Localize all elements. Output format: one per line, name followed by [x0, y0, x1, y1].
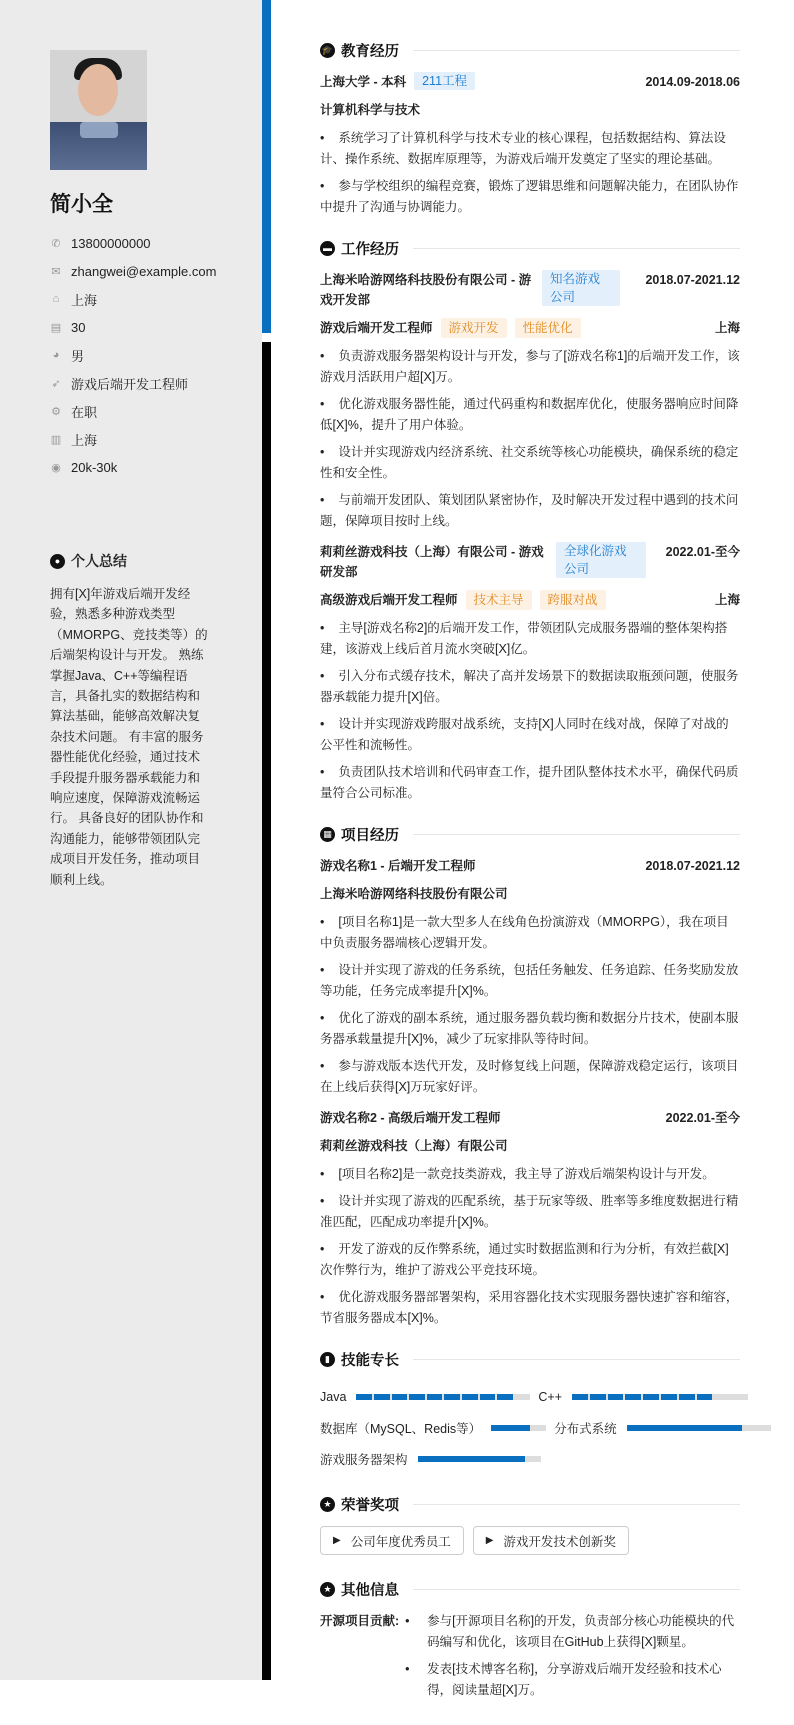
- section-title: 荣誉奖项: [341, 1497, 399, 1514]
- honors-section: [320, 1492, 740, 1555]
- company-tag: 全球化游戏公司: [556, 542, 646, 578]
- project-name: 游戏名称1 - 后端开发工程师: [320, 859, 476, 873]
- skill-game-server: [320, 1450, 541, 1468]
- role-tag: 技术主导: [466, 590, 532, 610]
- skill-bar-fill: [418, 1456, 525, 1462]
- section-title: 教育经历: [341, 43, 399, 60]
- section-title: 工作经历: [341, 241, 399, 258]
- section-title: 项目经历: [341, 827, 399, 844]
- role-tag: 游戏开发: [441, 318, 507, 338]
- contact-city: [50, 425, 216, 453]
- bullet-item: • 设计并实现游戏跨服对战系统，支持[X]人同时在线对战，保障了对战的公平性和流畅性。: [320, 714, 740, 756]
- bullet-item: • 主导[游戏名称2]的后端开发工作，带领团队完成服务器端的整体架构搭建，该游戏上线后首月流水突破[X]亿。: [320, 618, 740, 660]
- skill-bar-segment: [643, 1394, 659, 1400]
- skill-bar-segment: [444, 1394, 460, 1400]
- award-icon: ★: [320, 1497, 335, 1512]
- project-date: 2018.07-2021.12: [645, 859, 740, 873]
- bullet-item: • 参与学校组织的编程竞赛，锻炼了逻辑思维和问题解决能力，在团队协作中提升了沟通与协调能力。: [320, 176, 740, 218]
- skill-bar-fill: [627, 1425, 742, 1431]
- skill-bar-segment: [661, 1394, 677, 1400]
- skill-row: [320, 1443, 740, 1474]
- open-source-row: [320, 1611, 740, 1707]
- contact-value: 男: [71, 348, 85, 364]
- bullet-item: • 引入分布式缓存技术，解决了高并发场景下的数据读取瓶颈问题，使服务器承载能力提升[X]倍。: [320, 666, 740, 708]
- project-header: [320, 1108, 740, 1128]
- project-company: 莉莉丝游戏科技（上海）有限公司: [320, 1139, 508, 1153]
- role-row: [320, 318, 740, 338]
- bullet-item: • 参与游戏版本迭代开发，及时修复线上问题，保障游戏稳定运行，该项目在上线后获得[X]万玩家好评。: [320, 1056, 740, 1098]
- school-name: 上海大学 - 本科: [320, 75, 407, 89]
- send-icon: ➶: [51, 377, 61, 390]
- company-name: 上海米哈游网络科技股份有限公司 - 游戏开发部: [320, 273, 532, 307]
- section-header: [320, 1492, 740, 1516]
- skill-bar-segment: [462, 1394, 478, 1400]
- section-header: [320, 38, 740, 62]
- section-header: [320, 1347, 740, 1371]
- company-tag: 知名游戏公司: [542, 270, 620, 306]
- skill-row: [320, 1412, 740, 1443]
- section-header: [320, 1577, 740, 1601]
- project-date: 2022.01-至今: [665, 1111, 740, 1125]
- major: 计算机科学与技术: [320, 103, 421, 117]
- education-bullets: [320, 128, 740, 218]
- project-header: [320, 856, 740, 876]
- skill-bar: [491, 1425, 546, 1431]
- project-entry: [320, 1108, 740, 1329]
- project-bullets: [320, 1164, 740, 1329]
- bullet-item: • 设计并实现了游戏的任务系统，包括任务触发、任务追踪、任务奖励发放等功能，任务完成率提升[X]%。: [320, 960, 740, 1002]
- accent-stripe: [262, 0, 271, 333]
- job-date: 2018.07-2021.12: [645, 273, 740, 287]
- other-label: 开源项目贡献:: [320, 1614, 400, 1628]
- other-bullets: [405, 1611, 740, 1707]
- skill-bar-segment: [356, 1394, 372, 1400]
- skill-bar-segment: [679, 1394, 695, 1400]
- skill-bar-segment: [480, 1394, 496, 1400]
- bullet-item: • 负责游戏服务器架构设计与开发，参与了[游戏名称1]的后端开发工作，该游戏月活跃用户超[X]万。: [320, 346, 740, 388]
- skill-bar-segment: [409, 1394, 425, 1400]
- cake-icon: ▤: [50, 321, 62, 334]
- bullet-item: • 发表[技术博客名称]，分享游戏后端开发经验和技术心得，阅读量超[X]万。: [405, 1659, 740, 1701]
- skill-row: [320, 1381, 740, 1412]
- bullet-item: • 与前端开发团队、策划团队紧密协作，及时解决开发过程中遇到的技术问题，保障项目按时上线。: [320, 490, 740, 532]
- skill-cpp: [538, 1390, 748, 1404]
- gender-icon: ◕: [52, 349, 60, 361]
- contact-value: zhangwei@example.com: [71, 263, 217, 279]
- bullet-item: • 设计并实现了游戏的匹配系统，基于玩家等级、胜率等多维度数据进行精准匹配，匹配成功率提升[X]%。: [320, 1191, 740, 1233]
- project-entry: [320, 856, 740, 1098]
- bullet-item: • 开发了游戏的反作弊系统，通过实时数据监测和行为分析，有效拦截[X]次作弊行为，维护了游戏公平竞技环境。: [320, 1239, 740, 1281]
- section-title: 其他信息: [341, 1582, 399, 1599]
- education-date: 2014.09-2018.06: [645, 75, 740, 89]
- skill-bar: [627, 1425, 771, 1431]
- skill-bar-segment: [374, 1394, 390, 1400]
- contact-location: [50, 285, 216, 313]
- contact-status: [50, 397, 216, 425]
- skill-bar: [572, 1394, 748, 1400]
- skill-name: 游戏服务器架构: [320, 1452, 408, 1467]
- contact-gender: [50, 341, 216, 369]
- contact-position: [50, 369, 216, 397]
- project-company: 上海米哈游网络科技股份有限公司: [320, 887, 508, 901]
- grid-icon: ▦: [320, 827, 335, 842]
- gear-icon: ⚙: [51, 405, 61, 418]
- award-label: 游戏开发技术创新奖: [503, 1534, 616, 1549]
- salary-icon: ◉: [51, 461, 61, 474]
- skill-database: [320, 1419, 546, 1437]
- contact-value: 上海: [71, 432, 98, 448]
- award-item[interactable]: [320, 1526, 464, 1555]
- projects-section: [320, 822, 740, 1329]
- job-role: 游戏后端开发工程师: [320, 321, 433, 335]
- bullet-item: • [项目名称1]是一款大型多人在线角色扮演游戏（MMORPG），我在项目中负责服务器端核心逻辑开发。: [320, 912, 740, 954]
- skill-java: [320, 1390, 530, 1404]
- contact-age: [50, 313, 216, 341]
- skill-bar: [418, 1456, 541, 1462]
- job-header: [320, 270, 740, 310]
- summary-heading: [50, 551, 127, 571]
- skill-bar-segment: [590, 1394, 606, 1400]
- bullet-item: • 优化游戏服务器性能，通过代码重构和数据库优化，使服务器响应时间降低[X]%，提升了用户体验。: [320, 394, 740, 436]
- education-row: [320, 72, 740, 92]
- phone-icon: ✆: [51, 237, 61, 250]
- job-entry: [320, 542, 740, 804]
- play-icon: ▶: [485, 1535, 494, 1546]
- project-bullets: [320, 912, 740, 1098]
- section-header: [320, 822, 740, 846]
- play-icon: ▶: [333, 1535, 341, 1546]
- skill-bar-fill: [491, 1425, 530, 1431]
- job-city: 上海: [714, 593, 740, 607]
- skill-name: Java: [320, 1389, 347, 1404]
- skill-distributed: [554, 1419, 771, 1437]
- contact-value: 上海: [71, 292, 98, 308]
- skill-bar: [356, 1394, 530, 1400]
- user-icon: ●: [50, 554, 65, 569]
- skill-bar-segment: [608, 1394, 624, 1400]
- job-header: [320, 542, 740, 582]
- bullet-item: • [项目名称2]是一款竞技类游戏，我主导了游戏后端架构设计与开发。: [320, 1164, 740, 1185]
- role-row: [320, 590, 740, 610]
- other-section: [320, 1577, 740, 1707]
- bullet-item: • 优化游戏服务器部署架构，采用容器化技术实现服务器快速扩容和缩容，节省服务器成本[X]%。: [320, 1287, 740, 1329]
- section-title: 技能专长: [341, 1352, 399, 1369]
- mail-icon: ✉: [51, 265, 61, 278]
- bullet-item: • 负责团队技术培训和代码审查工作，提升团队整体技术水平，确保代码质量符合公司标准。: [320, 762, 740, 804]
- contact-value: 13800000000: [71, 235, 151, 251]
- bullet-item: • 设计并实现游戏内经济系统、社交系统等核心功能模块，确保系统的稳定性和安全性。: [320, 442, 740, 484]
- award-label: 公司年度优秀员工: [350, 1534, 451, 1549]
- project-name: 游戏名称2 - 高级后端开发工程师: [320, 1111, 501, 1125]
- skill-bar-segment: [497, 1394, 513, 1400]
- work-section: [320, 236, 740, 804]
- summary-title: 个人总结: [71, 553, 127, 569]
- briefcase-icon: ▬: [320, 241, 335, 256]
- building-icon: ▥: [50, 433, 62, 446]
- contact-value: 30: [71, 319, 86, 335]
- contact-value: 游戏后端开发工程师: [71, 376, 189, 392]
- role-tag: 性能优化: [515, 318, 581, 338]
- skill-bar-segment: [392, 1394, 408, 1400]
- skill-bar-segment: [714, 1394, 730, 1400]
- skills-section: [320, 1347, 740, 1474]
- job-bullets: [320, 346, 740, 532]
- home-icon: ⌂: [52, 293, 60, 305]
- major-row: [320, 100, 740, 120]
- bullet-item: • 优化了游戏的副本系统，通过服务器负载均衡和数据分片技术，使副本服务器承载量提升[X]%，减少了玩家排队等待时间。: [320, 1008, 740, 1050]
- job-entry: [320, 270, 740, 532]
- contact-phone: [50, 229, 216, 257]
- school-tag: 211工程: [414, 72, 475, 90]
- contact-email[interactable]: [50, 257, 216, 285]
- skill-name: 分布式系统: [554, 1421, 617, 1436]
- bar-chart-icon: ▮: [320, 1352, 335, 1367]
- profile-name: 简小全: [50, 193, 113, 216]
- skill-bar-segment: [732, 1394, 748, 1400]
- skill-bar-segment: [625, 1394, 641, 1400]
- role-tag: 跨服对战: [540, 590, 606, 610]
- contact-list: [50, 229, 216, 481]
- bullet-item: • 系统学习了计算机科学与技术专业的核心课程，包括数据结构、算法设计、操作系统、数据库原理等，为游戏后端开发奠定了坚实的理论基础。: [320, 128, 740, 170]
- contact-value: 在职: [71, 404, 98, 420]
- company-name: 莉莉丝游戏科技（上海）有限公司 - 游戏研发部: [320, 545, 544, 579]
- skill-bar-segment: [572, 1394, 588, 1400]
- award-item[interactable]: [473, 1526, 629, 1555]
- job-role: 高级游戏后端开发工程师: [320, 593, 458, 607]
- avatar-photo: [50, 50, 147, 170]
- project-company-row: [320, 1136, 740, 1156]
- job-date: 2022.01-至今: [665, 545, 740, 559]
- job-city: 上海: [714, 321, 740, 335]
- dark-stripe: [262, 342, 271, 1680]
- skill-name: C++: [538, 1389, 563, 1404]
- project-company-row: [320, 884, 740, 904]
- graduation-cap-icon: 🎓: [320, 43, 335, 58]
- job-bullets: [320, 618, 740, 804]
- bullet-item: • 参与[开源项目名称]的开发，负责部分核心功能模块的代码编写和优化，该项目在GitHub上获得[X]颗星。: [405, 1611, 740, 1653]
- award-list: [320, 1526, 740, 1555]
- skill-bar-segment: [427, 1394, 443, 1400]
- contact-value: 20k-30k: [71, 459, 118, 475]
- summary-text: 拥有[X]年游戏后端开发经验，熟悉多种游戏类型（MMORPG、竞技类等）的后端架构设计与开发。 熟练掌握Java、C++等编程语言，具备扎实的数据结构和算法基础，能够高效解决复杂技术问题。 有丰富的服务器性能优化经验，通过技术手段提升服务器承载能力和响应速度，保障游戏流畅运行。 具备良好的团队协作和沟通能力，能够带领团队完成项目开发任务，推动项目顺利上线。: [50, 587, 208, 887]
- education-section: [320, 38, 740, 218]
- skill-bar-segment: [515, 1394, 531, 1400]
- main-content: [320, 38, 740, 1725]
- skill-name: 数据库（MySQL、Redis等）: [320, 1421, 482, 1436]
- contact-salary: [50, 453, 216, 481]
- skill-bar-segment: [697, 1394, 713, 1400]
- section-header: [320, 236, 740, 260]
- award-icon: ★: [320, 1582, 335, 1597]
